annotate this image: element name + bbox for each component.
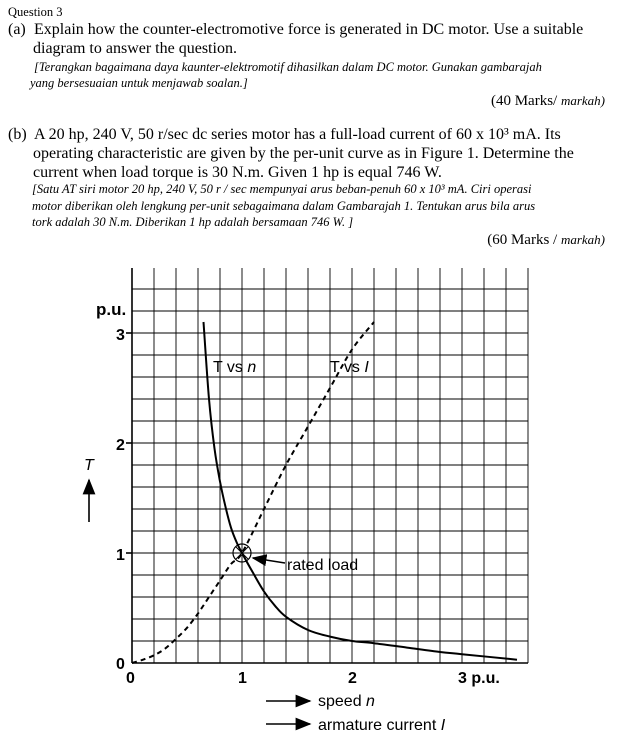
figure-1-chart: [0, 255, 635, 740]
part-b-malay2: motor diberikan oleh lengkung per-unit sebagaimana dalam Gambarajah 1. Tentukan arus bila arus: [32, 199, 536, 213]
part-a-line2: diagram to answer the question.: [33, 40, 237, 57]
y-unit-label: p.u.: [96, 300, 127, 319]
x-tick-1: 1: [238, 670, 247, 687]
rated-load-label: rated load: [287, 557, 359, 574]
part-b-text1: A 20 hp, 240 V, 50 r/sec dc series motor has a full-load current of 60 x 10³ mA. Its: [34, 126, 561, 143]
y-tick-2: 2: [116, 437, 125, 454]
part-b-line3: current when load torque is 30 N.m. Given 1 hp is equal 746 W.: [33, 164, 442, 181]
part-b-line1: [8, 126, 561, 144]
y-tick-1: 1: [116, 547, 125, 564]
part-b-malay3: tork adalah 30 N.m. Diberikan 1 hp adalah bersamaan 746 W. ]: [32, 215, 354, 229]
part-a-line1: [8, 21, 583, 39]
question-number: Question 3: [8, 5, 63, 19]
y-axis-symbol: T: [84, 457, 94, 474]
part-b-marks-malay: markah): [560, 232, 605, 247]
part-b-marks-text: (60 Marks /: [487, 232, 558, 248]
chart-grid: [126, 268, 528, 663]
chart-curves: [132, 322, 517, 663]
part-b-malay1: [Satu AT siri motor 20 hp, 240 V, 50 r / sec mempunyai arus beban-penuh 60 x 10³ mA. Ciri operasi: [32, 182, 532, 196]
part-a-marks: [491, 93, 605, 110]
part-a-marks-malay: markah): [560, 93, 605, 108]
part-b-marks: [487, 232, 605, 249]
label-t-vs-n: T vs n: [213, 359, 257, 376]
x-tick-2: 2: [348, 670, 357, 687]
part-a-marks-text: (40 Marks/: [490, 93, 558, 109]
x-label-speed: speed n: [318, 693, 375, 710]
label-t-vs-i: T vs I: [330, 359, 369, 376]
x-tick-3: 3 p.u.: [458, 670, 500, 687]
part-b-line2: operating characteristic are given by the per-unit curve as in Figure 1. Determine the: [33, 145, 574, 162]
y-tick-3: 3: [116, 327, 125, 344]
part-a-malay1: [Terangkan bagaimana daya kaunter-elektromotif dihasilkan dalam DC motor. Gunakan gambarajah: [34, 60, 542, 74]
part-a-text1: Explain how the counter-electromotive force is generated in DC motor. Use a suitable: [34, 21, 584, 38]
y-tick-0: 0: [116, 656, 125, 673]
part-a-label: (a): [8, 21, 26, 38]
x-label-current: armature current I: [318, 717, 446, 734]
x-tick-0: 0: [126, 670, 135, 687]
rated-load-arrow: [253, 558, 285, 563]
part-a-malay2: yang bersesuaian untuk menjawab soalan.]: [30, 76, 248, 90]
part-b-label: (b): [8, 126, 27, 143]
